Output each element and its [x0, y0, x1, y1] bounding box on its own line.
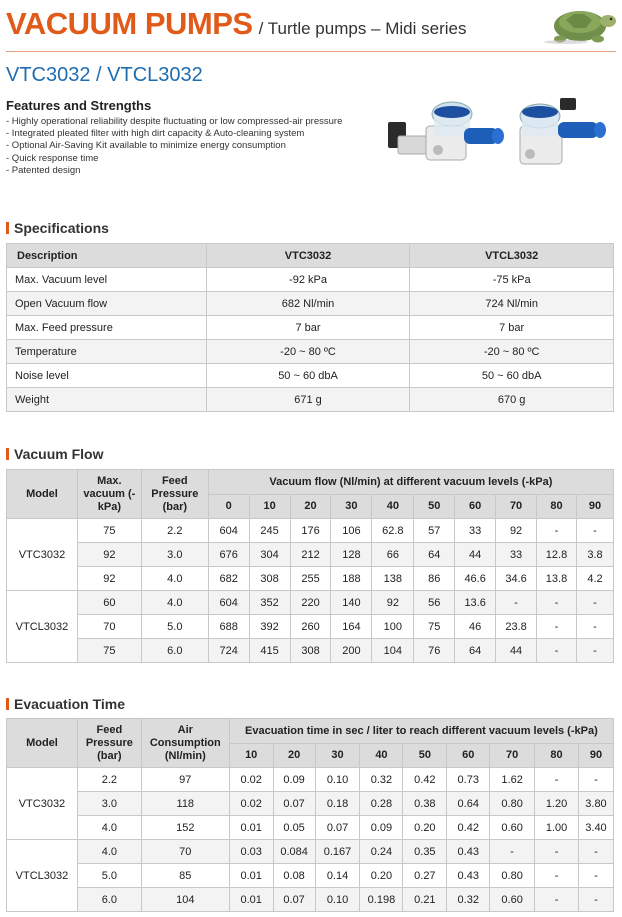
data-cell: 118 — [141, 792, 229, 816]
data-cell: 0.198 — [360, 888, 403, 912]
data-cell: 682 — [208, 567, 249, 591]
spec-cell: 670 g — [410, 388, 614, 412]
feature-item: - Optional Air-Saving Kit available to minimize energy consumption — [6, 140, 286, 152]
spec-cell: 50 ~ 60 dbA — [206, 364, 410, 388]
data-cell: 0.32 — [360, 768, 403, 792]
feature-item: - Highly operational reliability despite fluctuating or low compressed-air pressure — [6, 116, 343, 127]
data-cell: 0.05 — [273, 816, 315, 840]
page-title: VACUUM PUMPS — [6, 6, 253, 41]
data-cell: 0.43 — [447, 840, 490, 864]
data-cell: 0.42 — [403, 768, 447, 792]
data-cell: 0.18 — [315, 792, 360, 816]
column-header: Max. vacuum (-kPa) — [77, 470, 141, 519]
table-row — [7, 888, 614, 912]
page-subtitle: / Turtle pumps – Midi series — [258, 19, 467, 38]
table-row — [7, 519, 614, 543]
data-cell: 255 — [290, 567, 331, 591]
data-cell: - — [537, 519, 577, 543]
data-cell: 415 — [249, 639, 290, 663]
data-cell: 56 — [414, 591, 455, 615]
data-cell: - — [578, 768, 613, 792]
level-header: 50 — [403, 744, 447, 768]
level-header: 80 — [535, 744, 579, 768]
data-cell: 13.6 — [455, 591, 496, 615]
data-cell: 0.09 — [360, 816, 403, 840]
data-cell: 5.0 — [141, 615, 208, 639]
data-cell: 4.0 — [141, 591, 208, 615]
table-row — [7, 816, 614, 840]
data-cell: 0.20 — [360, 864, 403, 888]
data-cell: 100 — [372, 615, 414, 639]
data-cell: 152 — [141, 816, 229, 840]
specifications-title: Specifications — [6, 220, 109, 236]
data-cell: 75 — [77, 519, 141, 543]
spec-cell: 7 bar — [206, 316, 410, 340]
level-header: 70 — [490, 744, 535, 768]
data-cell: - — [496, 591, 537, 615]
table-row — [7, 268, 614, 292]
evacuation-time-table — [6, 718, 614, 912]
header-divider — [6, 51, 616, 52]
level-header: 40 — [360, 744, 403, 768]
model-header: Model — [7, 719, 78, 768]
data-cell: 4.2 — [576, 567, 613, 591]
data-cell: 0.01 — [229, 888, 273, 912]
data-cell: 392 — [249, 615, 290, 639]
level-header: 60 — [455, 495, 496, 519]
data-cell: 1.62 — [490, 768, 535, 792]
data-cell: 3.0 — [77, 792, 141, 816]
table-row — [7, 792, 614, 816]
data-cell: - — [535, 864, 579, 888]
data-cell: 92 — [77, 543, 141, 567]
data-cell: 6.0 — [141, 639, 208, 663]
feature-item: - Patented design — [6, 164, 81, 176]
level-header: 10 — [249, 495, 290, 519]
data-cell: 106 — [331, 519, 372, 543]
table-row — [7, 388, 614, 412]
data-cell: - — [535, 768, 579, 792]
level-header: 40 — [372, 495, 414, 519]
data-cell: 0.43 — [447, 864, 490, 888]
data-cell: 46.6 — [455, 567, 496, 591]
data-cell: 604 — [208, 519, 249, 543]
data-cell: 4.0 — [77, 840, 141, 864]
group-header: Evacuation time in sec / liter to reach different vacuum levels (-kPa) — [229, 719, 613, 744]
data-cell: 2.2 — [141, 519, 208, 543]
level-header: 30 — [331, 495, 372, 519]
section-marker — [6, 698, 9, 710]
table-row — [7, 768, 614, 792]
table-row — [7, 292, 614, 316]
data-cell: 5.0 — [77, 864, 141, 888]
data-cell: 0.35 — [403, 840, 447, 864]
data-cell: - — [576, 519, 613, 543]
data-cell: 0.80 — [490, 864, 535, 888]
turtle-logo-icon — [540, 0, 618, 46]
table-row — [7, 340, 614, 364]
spec-header-cell: Description — [7, 244, 207, 268]
data-cell: 308 — [249, 567, 290, 591]
data-cell: - — [490, 840, 535, 864]
data-cell: 0.10 — [315, 768, 360, 792]
data-cell: 200 — [331, 639, 372, 663]
data-cell: - — [576, 591, 613, 615]
level-header: 80 — [537, 495, 577, 519]
data-cell: 188 — [331, 567, 372, 591]
spec-cell: Weight — [7, 388, 207, 412]
data-cell: 92 — [77, 567, 141, 591]
spec-cell: Max. Feed pressure — [7, 316, 207, 340]
data-cell: - — [537, 639, 577, 663]
data-cell: 260 — [290, 615, 331, 639]
data-cell: 70 — [141, 840, 229, 864]
data-cell: 0.01 — [229, 864, 273, 888]
data-cell: 76 — [414, 639, 455, 663]
evacuation-time-title: Evacuation Time — [6, 696, 125, 712]
data-cell: - — [578, 840, 613, 864]
level-header: 20 — [290, 495, 331, 519]
data-cell: 0.42 — [447, 816, 490, 840]
table-row — [7, 316, 614, 340]
spec-cell: 7 bar — [410, 316, 614, 340]
data-cell: 33 — [455, 519, 496, 543]
data-cell: 23.8 — [496, 615, 537, 639]
level-header: 30 — [315, 744, 360, 768]
table-row — [7, 840, 614, 864]
level-header: 90 — [576, 495, 613, 519]
data-cell: 46 — [455, 615, 496, 639]
model-title: VTC3032 / VTCL3032 — [6, 64, 203, 86]
feature-item: - Integrated pleated filter with high dirt capacity & Auto-cleaning system — [6, 128, 305, 140]
data-cell: 3.80 — [578, 792, 613, 816]
data-cell: 604 — [208, 591, 249, 615]
data-cell: 0.73 — [447, 768, 490, 792]
data-cell: 0.07 — [273, 792, 315, 816]
data-cell: 304 — [249, 543, 290, 567]
page-header — [6, 6, 466, 46]
table-row — [7, 639, 614, 663]
data-cell: 0.03 — [229, 840, 273, 864]
data-cell: 676 — [208, 543, 249, 567]
data-cell: 724 — [208, 639, 249, 663]
table-row — [7, 364, 614, 388]
data-cell: 0.21 — [403, 888, 447, 912]
data-cell: 0.07 — [273, 888, 315, 912]
data-cell: 0.20 — [403, 816, 447, 840]
data-cell: 0.60 — [490, 888, 535, 912]
data-cell: 104 — [141, 888, 229, 912]
data-cell: 245 — [249, 519, 290, 543]
data-cell: 6.0 — [77, 888, 141, 912]
spec-cell: -92 kPa — [206, 268, 410, 292]
data-cell: 64 — [455, 639, 496, 663]
data-cell: 176 — [290, 519, 331, 543]
data-cell: 0.24 — [360, 840, 403, 864]
data-cell: 0.10 — [315, 888, 360, 912]
level-header: 90 — [578, 744, 613, 768]
model-header: Model — [7, 470, 78, 519]
data-cell: 0.09 — [273, 768, 315, 792]
data-cell: 0.28 — [360, 792, 403, 816]
data-cell: 70 — [77, 615, 141, 639]
features-title: Features and Strengths — [6, 98, 152, 113]
data-cell: 57 — [414, 519, 455, 543]
section-marker — [6, 448, 9, 460]
data-cell: - — [576, 639, 613, 663]
table-row — [7, 567, 614, 591]
data-cell: 44 — [455, 543, 496, 567]
data-cell: 44 — [496, 639, 537, 663]
data-cell: 104 — [372, 639, 414, 663]
table-row — [7, 615, 614, 639]
data-cell: 92 — [496, 519, 537, 543]
column-header: Feed Pressure (bar) — [77, 719, 141, 768]
model-cell: VTC3032 — [7, 768, 78, 840]
spec-cell: 50 ~ 60 dbA — [410, 364, 614, 388]
data-cell: 128 — [331, 543, 372, 567]
data-cell: - — [537, 615, 577, 639]
data-cell: 60 — [77, 591, 141, 615]
data-cell: 12.8 — [537, 543, 577, 567]
spec-cell: 682 Nl/min — [206, 292, 410, 316]
data-cell: 0.32 — [447, 888, 490, 912]
spec-cell: Temperature — [7, 340, 207, 364]
model-cell: VTCL3032 — [7, 840, 78, 912]
spec-cell: -20 ~ 80 ºC — [410, 340, 614, 364]
level-header: 20 — [273, 744, 315, 768]
data-cell: 4.0 — [77, 816, 141, 840]
data-cell: 0.084 — [273, 840, 315, 864]
spec-cell: Noise level — [7, 364, 207, 388]
data-cell: 0.167 — [315, 840, 360, 864]
data-cell: 140 — [331, 591, 372, 615]
section-marker — [6, 222, 9, 234]
data-cell: 0.02 — [229, 792, 273, 816]
data-cell: 75 — [414, 615, 455, 639]
spec-cell: 671 g — [206, 388, 410, 412]
specifications-table — [6, 243, 614, 412]
spec-cell: -75 kPa — [410, 268, 614, 292]
level-header: 60 — [447, 744, 490, 768]
model-cell: VTC3032 — [7, 519, 78, 591]
spec-header-cell: VTC3032 — [206, 244, 410, 268]
spec-cell: Open Vacuum flow — [7, 292, 207, 316]
table-header-row — [7, 719, 614, 744]
data-cell: 3.40 — [578, 816, 613, 840]
table-row — [7, 543, 614, 567]
group-header: Vacuum flow (Nl/min) at different vacuum levels (-kPa) — [208, 470, 613, 495]
data-cell: 1.00 — [535, 816, 579, 840]
level-header: 70 — [496, 495, 537, 519]
data-cell: 0.38 — [403, 792, 447, 816]
data-cell: - — [535, 840, 579, 864]
feature-item: - Quick response time — [6, 152, 99, 164]
features-list — [6, 116, 342, 177]
data-cell: 85 — [141, 864, 229, 888]
data-cell: 3.8 — [576, 543, 613, 567]
data-cell: 2.2 — [77, 768, 141, 792]
data-cell: 86 — [414, 567, 455, 591]
table-header-row — [7, 470, 614, 495]
data-cell: 0.64 — [447, 792, 490, 816]
data-cell: 352 — [249, 591, 290, 615]
data-cell: 0.02 — [229, 768, 273, 792]
data-cell: 75 — [77, 639, 141, 663]
data-cell: 0.01 — [229, 816, 273, 840]
data-cell: 64 — [414, 543, 455, 567]
spec-cell: -20 ~ 80 ºC — [206, 340, 410, 364]
data-cell: - — [578, 888, 613, 912]
data-cell: 0.08 — [273, 864, 315, 888]
data-cell: 0.14 — [315, 864, 360, 888]
model-cell: VTCL3032 — [7, 591, 78, 663]
data-cell: 0.27 — [403, 864, 447, 888]
data-cell: 92 — [372, 591, 414, 615]
data-cell: 66 — [372, 543, 414, 567]
data-cell: 1.20 — [535, 792, 579, 816]
data-cell: 62.8 — [372, 519, 414, 543]
data-cell: 13.8 — [537, 567, 577, 591]
data-cell: 0.80 — [490, 792, 535, 816]
spec-header-cell: VTCL3032 — [410, 244, 614, 268]
column-header: Feed Pressure (bar) — [141, 470, 208, 519]
data-cell: 0.07 — [315, 816, 360, 840]
spec-cell: 724 Nl/min — [410, 292, 614, 316]
level-header: 50 — [414, 495, 455, 519]
data-cell: - — [578, 864, 613, 888]
column-header: Air Consumption (Nl/min) — [141, 719, 229, 768]
spec-cell: Max. Vacuum level — [7, 268, 207, 292]
data-cell: 138 — [372, 567, 414, 591]
data-cell: 34.6 — [496, 567, 537, 591]
vacuum-flow-title: Vacuum Flow — [6, 446, 103, 462]
level-header: 10 — [229, 744, 273, 768]
data-cell: 164 — [331, 615, 372, 639]
data-cell: - — [537, 591, 577, 615]
data-cell: 4.0 — [141, 567, 208, 591]
table-row — [7, 591, 614, 615]
data-cell: 3.0 — [141, 543, 208, 567]
data-cell: 97 — [141, 768, 229, 792]
data-cell: 308 — [290, 639, 331, 663]
vacuum-flow-table — [6, 469, 614, 663]
level-header: 0 — [208, 495, 249, 519]
data-cell: 220 — [290, 591, 331, 615]
data-cell: 688 — [208, 615, 249, 639]
data-cell: - — [535, 888, 579, 912]
data-cell: - — [576, 615, 613, 639]
data-cell: 212 — [290, 543, 331, 567]
table-row — [7, 864, 614, 888]
data-cell: 0.60 — [490, 816, 535, 840]
data-cell: 33 — [496, 543, 537, 567]
pump-product-image — [380, 92, 616, 184]
